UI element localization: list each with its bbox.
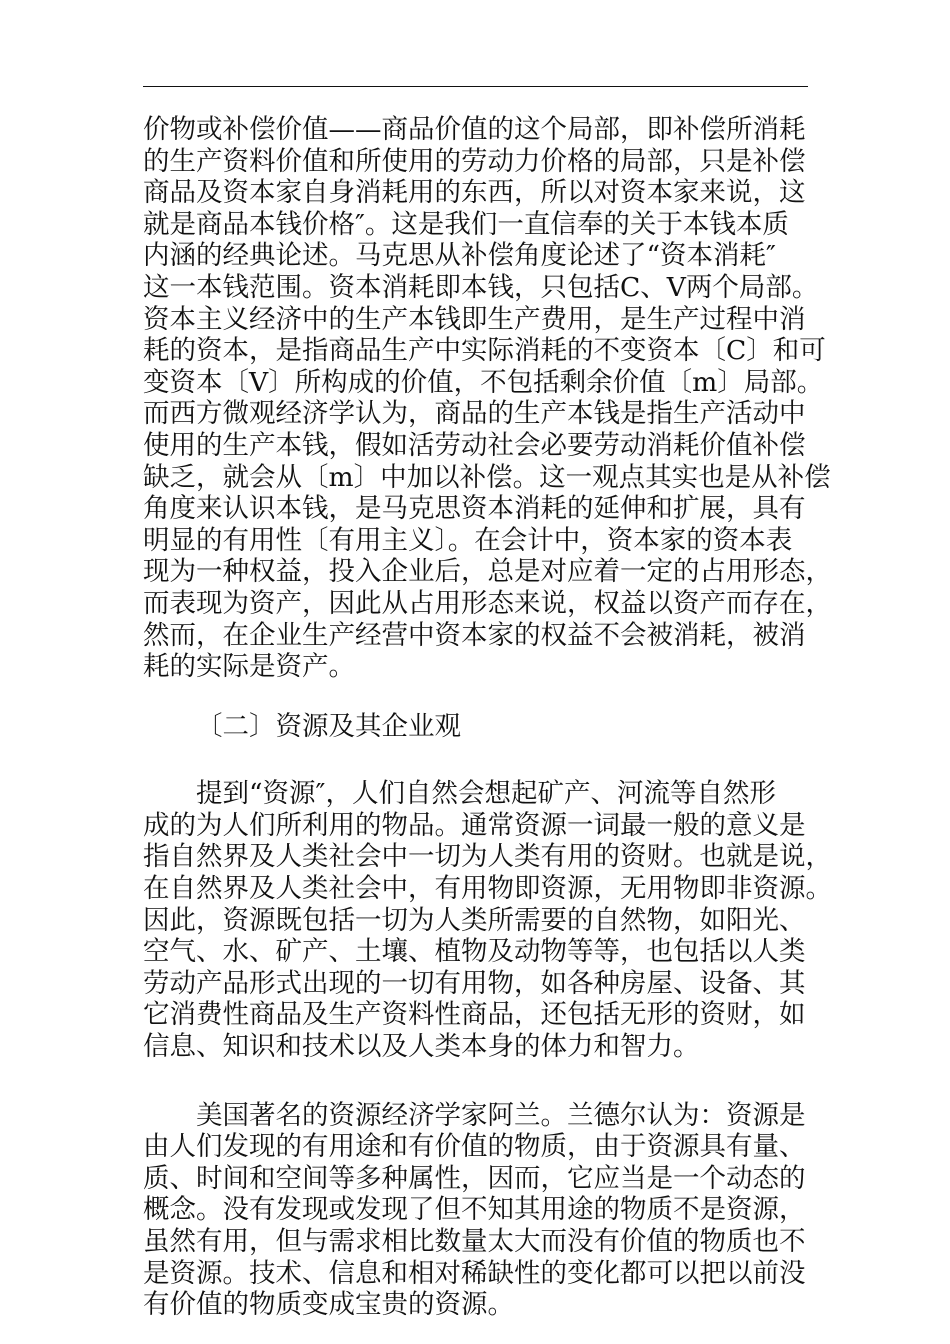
paragraph-3 xyxy=(143,1099,806,1321)
text-line: 成的为人们所利用的物品。通常资源一词最一般的意义是 xyxy=(143,809,806,841)
text-line: 耗的资本，是指商品生产中实际消耗的不变资本〔C〕和可 xyxy=(143,335,826,367)
paragraph-2 xyxy=(143,778,832,1063)
text-line: 因此，资源既包括一切为人类所需要的自然物，如阳光、 xyxy=(143,904,806,936)
text-line: 指自然界及人类社会中一切为人类有用的资财。也就是说， xyxy=(143,841,832,873)
text-line: 有价值的物质变成宝贵的资源。 xyxy=(143,1289,514,1321)
text-line: 它消费性商品及生产资料性商品，还包括无形的资财，如 xyxy=(143,999,806,1031)
paragraph-1 xyxy=(143,114,832,683)
text-line: 信息、知识和技术以及人类本身的体力和智力。 xyxy=(143,1031,700,1063)
text-line: 角度来认识本钱，是马克思资本消耗的延伸和扩展，具有 xyxy=(143,493,806,525)
text-line: 使用的生产本钱，假如活劳动社会必要劳动消耗价值补偿 xyxy=(143,429,806,461)
document-body xyxy=(143,114,832,1321)
paragraph-spacer xyxy=(143,742,803,778)
section-heading xyxy=(143,711,803,743)
text-line: 而西方微观经济学认为，商品的生产本钱是指生产活动中 xyxy=(143,398,806,430)
text-line: 概念。没有发现或发现了但不知其用途的物质不是资源， xyxy=(143,1194,806,1226)
text-line: 空气、水、矿产、土壤、植物及动物等等，也包括以人类 xyxy=(143,936,806,968)
section-heading-text: 〔二〕资源及其企业观 xyxy=(196,710,461,742)
text-line: 这一本钱范围。资本消耗即本钱，只包括C、V两个局部。 xyxy=(143,271,819,303)
text-line: 而表现为资产，因此从占用形态来说，权益以资产而存在， xyxy=(143,587,832,619)
text-line: 内涵的经典论述。马克思从补偿角度论述了“资本消耗″ xyxy=(143,240,776,272)
text-line: 是资源。技术、信息和相对稀缺性的变化都可以把以前没 xyxy=(143,1257,806,1289)
text-line: 价物或补偿价值——商品价值的这个局部，即补偿所消耗 xyxy=(143,114,806,145)
text-line: 美国著名的资源经济学家阿兰。兰德尔认为：资源是 xyxy=(196,1099,806,1131)
text-line: 资本主义经济中的生产本钱即生产费用，是生产过程中消 xyxy=(143,303,806,335)
text-line: 缺乏，就会从〔m〕中加以补偿。这一观点其实也是从补偿 xyxy=(143,461,831,493)
text-line: 然而，在企业生产经营中资本家的权益不会被消耗，被消 xyxy=(143,619,806,651)
text-line: 由人们发现的有用途和有价值的物质，由于资源具有量、 xyxy=(143,1131,806,1163)
text-line: 质、时间和空间等多种属性，因而，它应当是一个动态的 xyxy=(143,1162,806,1194)
text-line: 明显的有用性〔有用主义〕。在会计中，资本家的资本表 xyxy=(143,524,793,556)
text-line: 商品及资本家自身消耗用的东西，所以对资本家来说，这 xyxy=(143,177,806,209)
text-line: 的生产资料价值和所使用的劳动力价格的局部，只是补偿 xyxy=(143,145,806,177)
text-line: 在自然界及人类社会中，有用物即资源，无用物即非资源。 xyxy=(143,873,832,905)
text-line: 提到“资源″，人们自然会想起矿产、河流等自然形 xyxy=(196,778,776,810)
text-line: 变资本〔V〕所构成的价值，不包括剩余价值〔m〕局部。 xyxy=(143,366,824,398)
text-line: 耗的实际是资产。 xyxy=(143,651,355,683)
text-line: 虽然有用，但与需求相比数量太大而没有价值的物质也不 xyxy=(143,1226,806,1257)
text-line: 就是商品本钱价格″。这是我们一直信奉的关于本钱本质 xyxy=(143,208,789,240)
paragraph-spacer xyxy=(143,1063,803,1100)
text-line: 劳动产品形式出现的一切有用物，如各种房屋、设备、其 xyxy=(143,967,806,999)
paragraph-spacer xyxy=(143,683,803,711)
text-line: 现为一种权益，投入企业后，总是对应着一定的占用形态， xyxy=(143,556,832,588)
header-rule xyxy=(143,86,808,87)
